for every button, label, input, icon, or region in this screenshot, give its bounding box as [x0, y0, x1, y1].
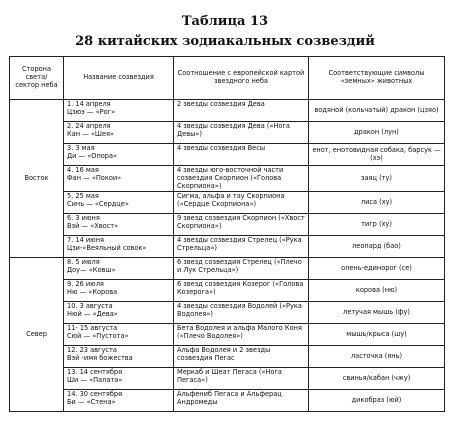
european-correspondence-cell: Бета Водолея и альфа Малого Коня («Плечо Водолея») — [174, 324, 309, 346]
constellation-date: 2. 24 апреля — [67, 122, 111, 130]
animal-symbol-cell: летучая мышь (фу) — [309, 302, 445, 324]
zodiac-table — [9, 56, 445, 412]
constellation-name: Фан — «Покои» — [67, 173, 122, 182]
constellation-date: 6. 3 июня — [67, 214, 100, 223]
header-euro: Соотношение с европейской картой звездного неба — [174, 57, 309, 100]
european-correspondence-cell: 4 звезды созвездия Дева («Нога Девы») — [174, 122, 309, 144]
constellation-name-cell — [64, 258, 174, 280]
european-correspondence-cell: 2 звезды созвездия Дева — [174, 100, 309, 122]
constellation-date: 3. 3 мая — [67, 144, 95, 152]
constellation-name-cell — [64, 324, 174, 346]
constellation-name: Цзюэ — «Рог» — [67, 107, 116, 116]
constellation-name-cell — [64, 144, 174, 166]
table-row — [10, 302, 445, 324]
constellation-name: Синь — «Сердце» — [67, 200, 129, 209]
animal-symbol-cell: заяц (ту) — [309, 166, 445, 192]
table-row — [10, 214, 445, 236]
animal-symbol-cell: свинья/кабан (чжу) — [309, 368, 445, 390]
constellation-name-cell — [64, 236, 174, 258]
constellation-date: 12. 23 августа — [67, 346, 117, 355]
table-row — [10, 280, 445, 302]
constellation-name-cell — [64, 368, 174, 390]
european-correspondence-cell: 6 звезд созвездия Стрелец («Плечо и Лук Стрельца») — [174, 258, 309, 280]
table-body — [10, 100, 445, 412]
constellation-name: Вэй -имя божества — [67, 354, 133, 363]
table-row — [10, 368, 445, 390]
european-correspondence-cell: 4 звезды созвездия Стрелец («Рука Стрельца») — [174, 236, 309, 258]
constellation-name: Ню — «Корова — [67, 288, 118, 297]
european-correspondence-cell: Альфа Водолея и 2 звезды созвездия Пегас — [174, 346, 309, 368]
animal-symbol-cell: тигр (ху) — [309, 214, 445, 236]
constellation-date: 5. 25 мая — [67, 192, 99, 201]
constellation-name-cell — [64, 346, 174, 368]
constellation-name: Доу— «Ковш» — [67, 266, 116, 275]
european-correspondence-cell: Альфениб Пегаса и Альферац Андромеды — [174, 390, 309, 412]
table-row — [10, 122, 445, 144]
animal-symbol-cell: мышь/крыса (шу) — [309, 324, 445, 346]
constellation-name: Кан — «Шея» — [67, 129, 114, 138]
european-correspondence-cell: 4 звезды созвездия Водолей («Рука Водолея») — [174, 302, 309, 324]
constellation-name-cell — [64, 280, 174, 302]
table-row — [10, 192, 445, 214]
constellation-name-cell — [64, 100, 174, 122]
constellation-name: Сюй — «Пустота» — [67, 332, 129, 341]
animal-symbol-cell: лиса (ху) — [309, 192, 445, 214]
constellation-name: Цзи-«Веяльный совок» — [67, 244, 147, 253]
animal-symbol-cell: водяной (кольчатый) дракон (цзяо) — [309, 100, 445, 122]
table-row — [10, 100, 445, 122]
european-correspondence-cell: 4 звезды созвездия Весы — [174, 144, 309, 166]
header-name: Название созвездия — [64, 57, 174, 100]
constellation-date: 7. 14 июня — [67, 236, 104, 245]
table-row — [10, 390, 445, 412]
table-number-title: Таблица 13 — [181, 14, 269, 29]
header-animal: Соответствующие символы «земных» животных — [309, 57, 445, 100]
constellation-name: Ши — «Палата» — [67, 376, 123, 385]
table-row — [10, 236, 445, 258]
constellation-date: 14. 30 сентября — [67, 390, 123, 399]
constellation-name: Вэй — «Хвост» — [67, 222, 119, 231]
european-correspondence-cell: Меркаб и Шеат Пегаса («Нога Пегаса») — [174, 368, 309, 390]
side-cell: Север — [10, 258, 64, 412]
animal-symbol-cell: енот, енотовидная собака, барсук — (хэ) — [309, 144, 445, 166]
european-correspondence-cell: Сигма, альфа и тау Скорпиона («Сердце Скорпиона») — [174, 192, 309, 214]
constellation-date: 9. 26 июля — [67, 280, 104, 289]
constellation-name: Ди — «Опора» — [67, 151, 118, 160]
constellation-date: 8. 5 июля — [67, 258, 100, 267]
constellation-date: 11- 15 августа — [67, 324, 118, 333]
table-subtitle: 28 китайских зодиакальных созвездий — [75, 34, 375, 49]
constellation-name-cell — [64, 166, 174, 192]
constellation-name-cell — [64, 122, 174, 144]
table-row — [10, 258, 445, 280]
european-correspondence-cell: 6 звезд созвездия Козерог («Голова Козерога») — [174, 280, 309, 302]
constellation-date: 1. 14 апреля — [67, 100, 111, 108]
table-row — [10, 166, 445, 192]
constellation-name-cell — [64, 390, 174, 412]
header-row — [10, 57, 445, 100]
animal-symbol-cell: олень-единорог (се) — [309, 258, 445, 280]
animal-symbol-cell: леопард (бао) — [309, 236, 445, 258]
header-side: Сторона света/ сектор неба — [10, 57, 64, 100]
table-row — [10, 144, 445, 166]
table-row — [10, 324, 445, 346]
constellation-name-cell — [64, 302, 174, 324]
animal-symbol-cell: ласточка (янь) — [309, 346, 445, 368]
animal-symbol-cell: дикобраз (юй) — [309, 390, 445, 412]
constellation-date: 4. 16 мая — [67, 166, 99, 174]
constellation-name-cell — [64, 214, 174, 236]
european-correspondence-cell: 4 звезды юго-восточной части созвездия Скорпион («Голова Скорпиона») — [174, 166, 309, 192]
animal-symbol-cell: дракон (лун) — [309, 122, 445, 144]
european-correspondence-cell: 9 звезд созвездия Скорпион («Хвост Скорпиона») — [174, 214, 309, 236]
constellation-date: 13. 14 сентября — [67, 368, 123, 377]
constellation-name-cell — [64, 192, 174, 214]
table-row — [10, 346, 445, 368]
constellation-name: Нюй — «Дева» — [67, 310, 118, 319]
animal-symbol-cell: корова (ню) — [309, 280, 445, 302]
side-cell: Восток — [10, 100, 64, 258]
constellation-date: 10. 3 августа — [67, 302, 113, 311]
constellation-name: Би — «Стена» — [67, 398, 116, 407]
